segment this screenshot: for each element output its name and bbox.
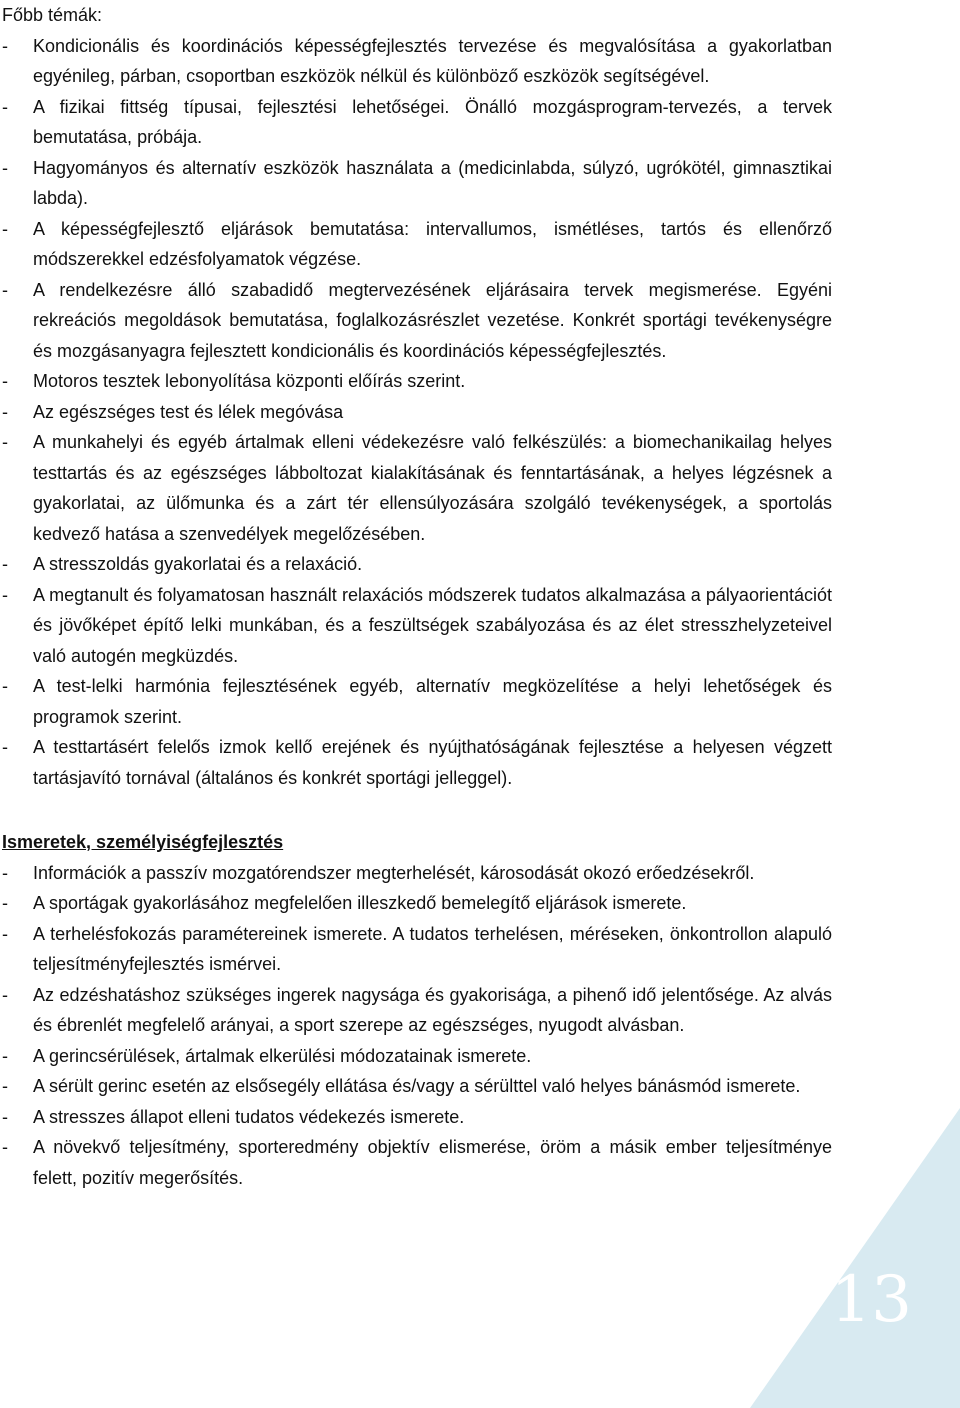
list-item-text: A stresszes állapot elleni tudatos védekezés ismerete. [33, 1106, 465, 1127]
list-item-text: A képességfejlesztő eljárások bemutatása: intervallumos, ismétléses, tartós és ellenőrző módszerekkel edzésfolyamatok végzése. [33, 218, 832, 269]
list-item [2, 214, 832, 275]
list-item [2, 153, 832, 214]
bullet-dash: - [2, 157, 8, 178]
list-item-text: Az egészséges test és lélek megóvása [33, 401, 344, 422]
list-item [2, 580, 832, 672]
list-item-text: A megtanult és folyamatosan használt relaxációs módszerek tudatos alkalmazása a pályaorientációt és jövőképet építő lelki munkában, és a feszültségek szabályozása és az élet stresszhelyzeteivel való autogén megküzdés. [33, 584, 832, 666]
bullet-dash: - [2, 218, 8, 239]
bullet-dash: - [2, 401, 8, 422]
document-body [2, 0, 832, 1193]
main-topics-list [2, 31, 832, 794]
list-item-text: A test-lelki harmónia fejlesztésének egyéb, alternatív megközelítése a helyi lehetőségek és programok szerint. [33, 676, 832, 727]
bullet-dash: - [2, 737, 8, 757]
list-item-text: A testtartásért felelős izmok kellő erejének és nyújthatóságának fejlesztése a helyesen végzett tartásjavító tornával (általános és konkrét sportági jelleggel). [33, 737, 832, 788]
list-item [2, 1071, 832, 1102]
list-item [2, 366, 832, 397]
list-item-text: A terhelésfokozás paramétereinek ismerete. A tudatos terhelésen, méréseken, önkontrollon alapuló teljesítményfejlesztés ismérvei. [33, 923, 832, 974]
bullet-dash: - [2, 862, 8, 883]
bullet-dash: - [2, 432, 8, 452]
list-item-text: A sérült gerinc esetén az elsősegély ellátása és/vagy a sérülttel való helyes bánásmód ismerete. [33, 1076, 801, 1096]
list-item [2, 888, 832, 919]
list-item-text: A gerincsérülések, ártalmak elkerülési módozatainak ismerete. [33, 1045, 532, 1066]
list-item [2, 1132, 832, 1193]
bullet-dash: - [2, 1106, 8, 1127]
list-item-text: A stresszoldás gyakorlatai és a relaxáció. [33, 554, 363, 574]
list-item-text: A fizikai fittség típusai, fejlesztési lehetőségei. Önálló mozgásprogram-tervezés, a tervek bemutatása, próbája. [33, 96, 832, 147]
list-item [2, 1102, 832, 1133]
bullet-dash: - [2, 984, 8, 1005]
bullet-dash: - [2, 371, 8, 391]
bullet-dash: - [2, 676, 8, 696]
list-item [2, 549, 832, 580]
list-item-text: Motoros tesztek lebonyolítása központi előírás szerint. [33, 371, 466, 391]
list-item [2, 92, 832, 153]
page-number: 13 [830, 1263, 912, 1337]
bullet-dash: - [2, 279, 8, 300]
knowledge-list [2, 858, 832, 1194]
list-item [2, 732, 832, 793]
section-heading-knowledge: Ismeretek, személyiségfejlesztés [2, 832, 284, 852]
list-item [2, 397, 832, 428]
list-item [2, 858, 832, 889]
list-item [2, 980, 832, 1041]
bullet-dash: - [2, 96, 8, 117]
list-item-text: A sportágak gyakorlásához megfelelően illeszkedő bemelegítő eljárások ismerete. [33, 893, 687, 913]
list-item-text: A rendelkezésre álló szabadidő megtervezésének eljárásaira tervek megismerése. Egyéni rekreációs megoldások bemutatása, foglalkozásrészlet vezetése. Konkrét sportági tevékenységre és mozgásanyagra fejlesztett kondicionális és koordinációs képességfejlesztés. [33, 279, 832, 361]
list-item [2, 919, 832, 980]
list-item [2, 31, 832, 92]
list-item-text: Kondicionális és koordinációs képességfejlesztés tervezése és megvalósítása a gyakorlatban egyénileg, párban, csoportban eszközök nélkül és különböző eszközök segítségével. [33, 35, 832, 86]
list-item-text: Hagyományos és alternatív eszközök használata a (medicinlabda, súlyzó, ugrókötél, gimnasztikai labda). [33, 157, 832, 208]
bullet-dash: - [2, 35, 8, 56]
list-item-text: A növekvő teljesítmény, sporteredmény objektív elismerése, öröm a másik ember teljesítménye felett, pozitív megerősítés. [33, 1137, 832, 1188]
bullet-dash: - [2, 923, 8, 944]
bullet-dash: - [2, 1045, 8, 1066]
list-item [2, 1041, 832, 1072]
bullet-dash: - [2, 554, 8, 574]
list-item-text: Információk a passzív mozgatórendszer megterhelését, károsodását okozó erőedzésekről. [33, 862, 755, 883]
bullet-dash: - [2, 1076, 8, 1096]
list-item-text: Az edzéshatáshoz szükséges ingerek nagysága és gyakorisága, a pihenő idő jelentősége. Az alvás és ébrenlét megfelelő arányai, a sport szerepe az egészséges, nyugodt alvásban. [33, 984, 832, 1035]
bullet-dash: - [2, 893, 8, 913]
list-item-text: A munkahelyi és egyéb ártalmak elleni védekezésre való felkészülés: a biomechanikailag helyes testtartás és az egészséges lábboltozat kialakításának és fenntartásának, a helyes légzésnek a gyakorlatai, az ülőmunka és a zárt tér ellensúlyozására szolgáló tevékenységek, a sportolás kedvező hatása a szenvedélyek megelőzésében. [33, 432, 832, 544]
bullet-dash: - [2, 1137, 8, 1157]
list-item [2, 427, 832, 549]
section-heading-main-topics: Főbb témák: [2, 5, 103, 25]
list-item [2, 275, 832, 367]
list-item [2, 671, 832, 732]
bullet-dash: - [2, 584, 8, 605]
